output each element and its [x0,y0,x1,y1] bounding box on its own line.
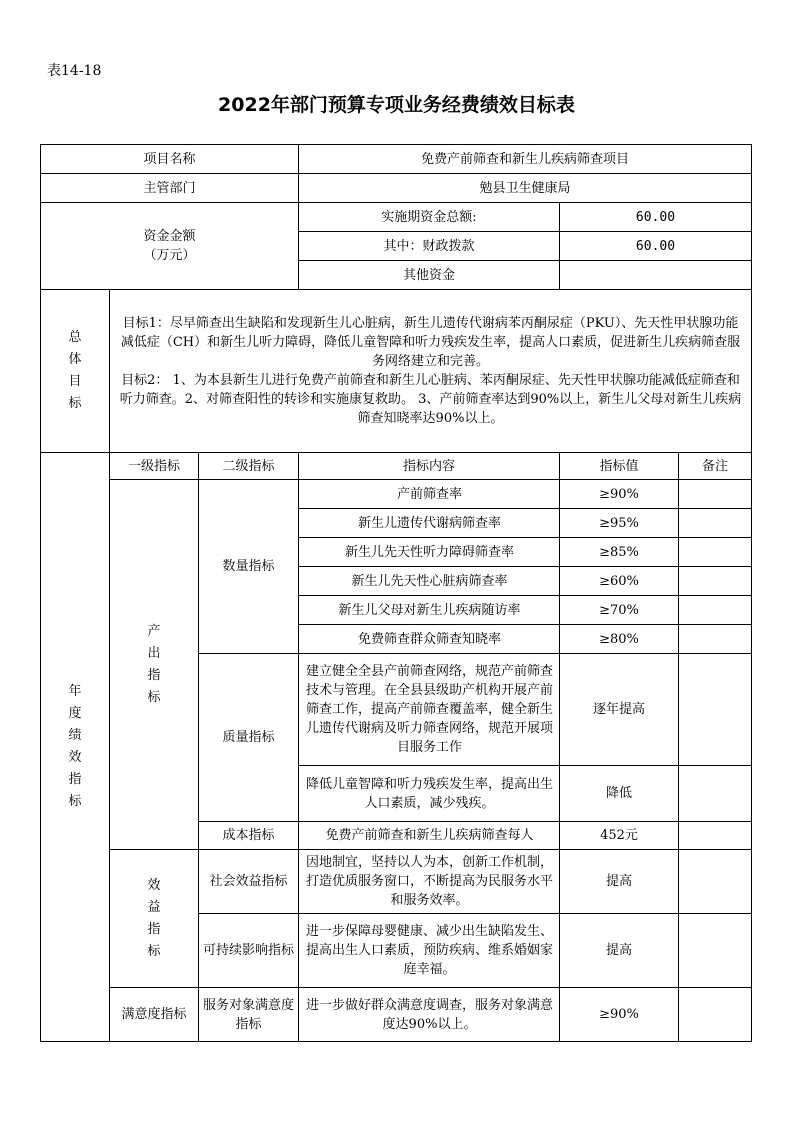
indicator-value: 逐年提高 [560,654,679,766]
indicator-value: 提高 [560,914,679,988]
quality-indicator-label: 质量指标 [199,654,299,822]
indicator-value: 降低 [560,766,679,822]
indicator-header-row [41,453,752,480]
project-name-label: 项目名称 [41,145,299,174]
indicator-content: 进一步保障母婴健康、减少出生缺陷发生、提高出生人口素质，预防疾病、维系婚姻家庭幸福。 [299,914,560,988]
indicator-value: ≥90% [560,988,679,1042]
output-indicator-label: 产出指标 [110,480,199,850]
indicator-content: 新生儿先天性听力障碍筛查率 [299,538,560,567]
indicator-value: ≥70% [560,596,679,625]
indicator-note [679,509,752,538]
indicator-note [679,766,752,822]
indicator-note [679,654,752,766]
project-name-value: 免费产前筛查和新生儿疾病筛查项目 [299,145,752,174]
indicator-content: 新生儿遗传代谢病筛查率 [299,509,560,538]
indicator-note [679,538,752,567]
header-level2: 二级指标 [199,453,299,480]
indicator-content: 新生儿先天性心脏病筛查率 [299,567,560,596]
indicator-content: 免费产前筛查和新生儿疾病筛查每人 [299,822,560,850]
indicator-content: 新生儿父母对新生儿疾病随访率 [299,596,560,625]
indicator-note [679,567,752,596]
indicator-value: ≥90% [560,480,679,509]
indicator-note [679,625,752,654]
fund-fiscal-label: 其中：财政拨款 [299,232,560,261]
department-row [41,174,752,203]
indicator-content: 降低儿童智障和听力残疾发生率，提高出生人口素质，减少残疾。 [299,766,560,822]
fund-other-value [560,261,752,290]
table-row [41,988,752,1042]
fund-total-value: 60.00 [560,203,752,232]
fund-amount-label [41,203,299,290]
indicator-value: 452元 [560,822,679,850]
fund-other-label: 其他资金 [299,261,560,290]
annual-indicator-label: 年度绩效指标 [41,453,110,1042]
indicator-note [679,914,752,988]
indicator-note [679,822,752,850]
overall-goal-text [110,290,752,453]
table-row [41,480,752,509]
cost-indicator-label: 成本指标 [199,822,299,850]
header-content: 指标内容 [299,453,560,480]
fund-total-label: 实施期资金总额: [299,203,560,232]
fund-amount-unit: （万元） [143,248,196,263]
satisfaction-indicator-label: 满意度指标 [110,988,199,1042]
performance-target-table [40,144,752,1042]
indicator-value: ≥60% [560,567,679,596]
indicator-content: 因地制宜，坚持以人为本，创新工作机制，打造优质服务窗口，不断提高为民服务水平和服务效率。 [299,850,560,914]
fund-amount-title: 资金金额 [143,229,196,244]
goal-2-text: 目标2： 1、为本县新生儿进行免费产前筛查和新生儿心脏病、苯丙酮尿症、先天性甲状腺功能减低症筛查和听力筛查。2、对筛查阳性的转诊和实施康复救助。 3、产前筛查率达到90%以上，新生儿父母对新生儿疾病筛查知晓率达90%以上。 [119,373,742,426]
header-level1: 一级指标 [110,453,199,480]
table-number: 表14-18 [47,63,102,79]
indicator-value: ≥95% [560,509,679,538]
service-satisfaction-label: 服务对象满意度指标 [199,988,299,1042]
indicator-note [679,988,752,1042]
fund-total-row [41,203,752,232]
indicator-content: 产前筛查率 [299,480,560,509]
page-title: 2022年部门预算专项业务经费绩效目标表 [218,94,575,116]
department-value: 勉县卫生健康局 [299,174,752,203]
indicator-note [679,850,752,914]
project-name-row [41,145,752,174]
indicator-content: 进一步做好群众满意度调查，服务对象满意度达90%以上。 [299,988,560,1042]
department-label: 主管部门 [41,174,299,203]
goal-1-text: 目标1：尽早筛查出生缺陷和发现新生儿心脏病，新生儿遗传代谢病苯丙酮尿症（PKU）、先天性甲状腺功能减低症（CH）和新生儿听力障碍，降低儿童智障和听力残疾发生率，提高人口素质，促进新生儿疾病筛查服务网络建立和完善。 [120,316,741,369]
overall-goal-label: 总体目标 [41,290,110,453]
indicator-content: 免费筛查群众筛查知晓率 [299,625,560,654]
indicator-note [679,596,752,625]
quantity-indicator-label: 数量指标 [199,480,299,654]
indicator-value: ≥85% [560,538,679,567]
indicator-content: 建立健全全县产前筛查网络，规范产前筛查技术与管理。在全县县级助产机构开展产前筛查工作，提高产前筛查覆盖率，健全新生儿遗传代谢病及听力筛查网络，规范开展项目服务工作 [299,654,560,766]
sustainable-impact-label: 可持续影响指标 [199,914,299,988]
benefit-indicator-label: 效益指标 [110,850,199,988]
header-value: 指标值 [560,453,679,480]
indicator-value: 提高 [560,850,679,914]
header-note: 备注 [679,453,752,480]
indicator-value: ≥80% [560,625,679,654]
indicator-note [679,480,752,509]
fund-fiscal-value: 60.00 [560,232,752,261]
table-row [41,850,752,914]
overall-goal-row [41,290,752,453]
social-benefit-label: 社会效益指标 [199,850,299,914]
